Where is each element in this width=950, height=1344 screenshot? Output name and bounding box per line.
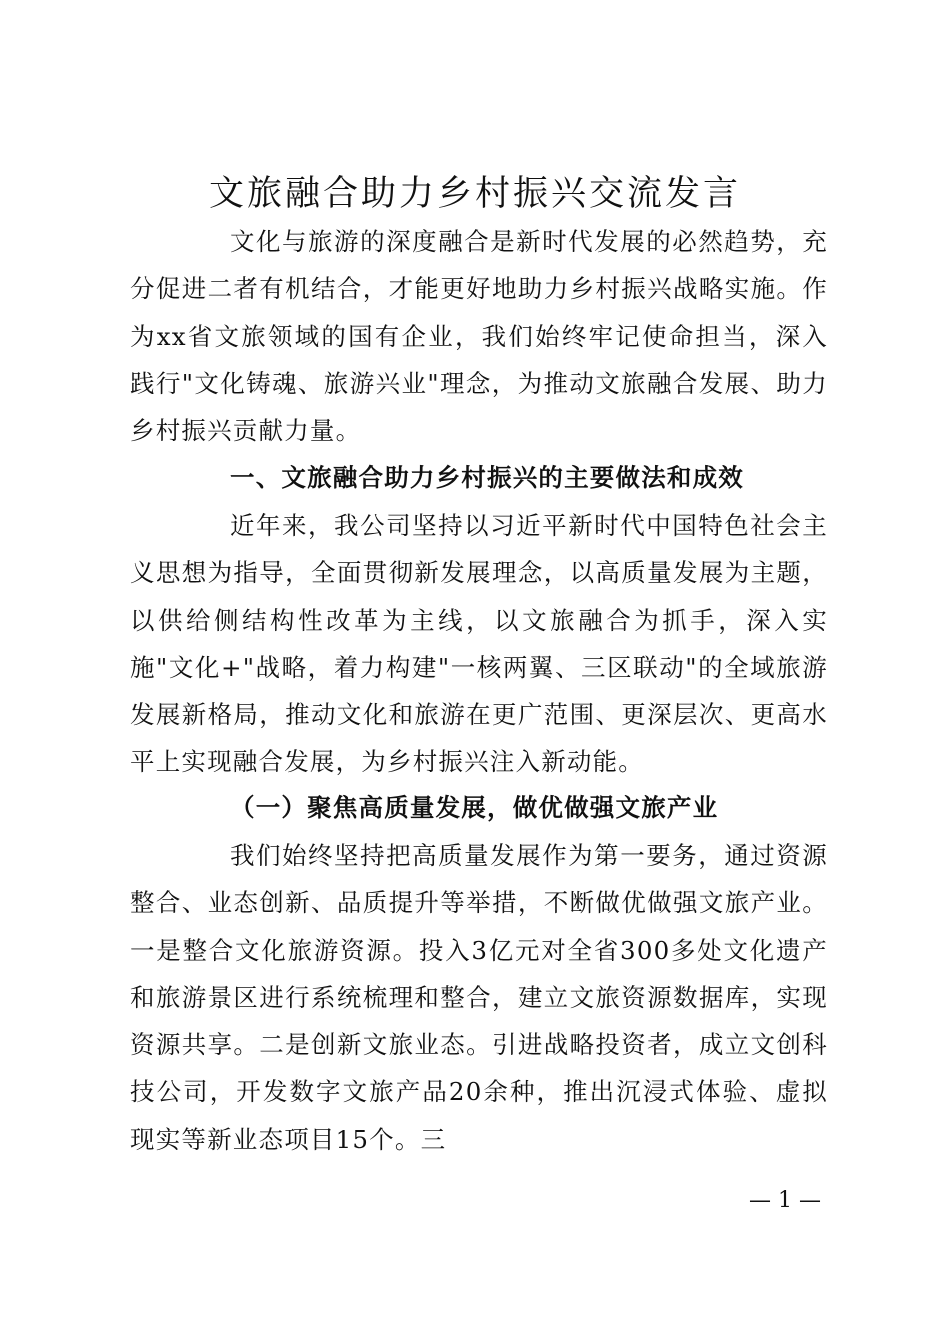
section-1-paragraph: 近年来，我公司坚持以习近平新时代中国特色社会主义思想为指导，全面贯彻新发展理念，以高质量发展为主题，以供给侧结构性改革为主线，以文旅融合为抓手，深入实施"文化+"战略，着力构建"一核两翼、三区联动"的全域旅游发展新格局，推动文化和旅游在更广范围、更深层次、更高水平上实现融合发展，为乡村振兴注入新动能。 <box>130 511 828 777</box>
subsection-heading-1: （一）聚焦高质量发展，做优做强文旅产业 <box>230 793 719 822</box>
intro-paragraph: 文化与旅游的深度融合是新时代发展的必然趋势，充分促进二者有机结合，才能更好地助力乡村振兴战略实施。作为xx省文旅领域的国有企业，我们始终牢记使命担当，深入践行"文化铸魂、旅游兴业"理念，为推动文旅融合发展、助力乡村振兴贡献力量。 <box>130 227 828 446</box>
page-number: — 1 — <box>749 1188 821 1213</box>
section-heading-1: 一、文旅融合助力乡村振兴的主要做法和成效 <box>230 463 744 492</box>
document-title: 文旅融合助力乡村振兴交流发言 <box>208 174 741 214</box>
subsection-1-paragraph: 我们始终坚持把高质量发展作为第一要务，通过资源整合、业态创新、品质提升等举措，不断做优做强文旅产业。一是整合文化旅游资源。投入3亿元对全省300多处文化遗产和旅游景区进行系统梳理和整合，建立文旅资源数据库，实现资源共享。二是创新文旅业态。引进战略投资者，成立文创科技公司，开发数字文旅产品20余种，推出沉浸式体验、虚拟现实等新业态项目15个。三 <box>130 841 828 1154</box>
